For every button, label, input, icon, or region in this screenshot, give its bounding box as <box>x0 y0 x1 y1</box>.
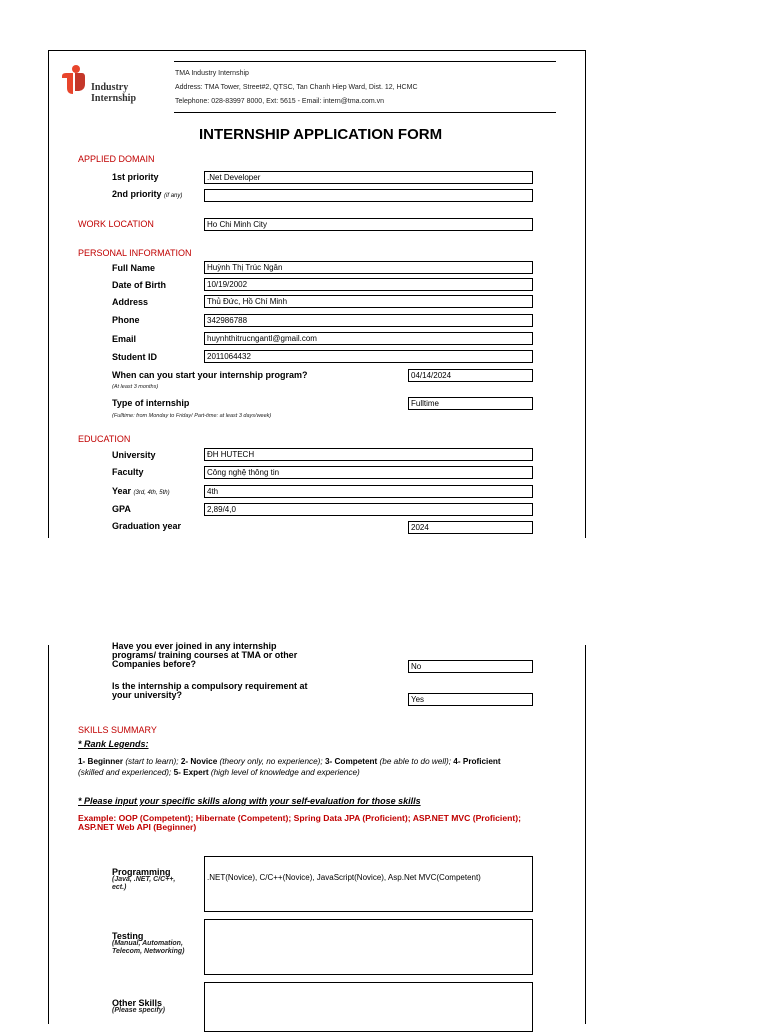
year-field[interactable]: 4th <box>204 485 533 498</box>
internship-type-label: Type of internship <box>112 398 190 408</box>
compulsory-field[interactable]: Yes <box>408 693 533 706</box>
first-priority-field[interactable]: .Net Developer <box>204 171 533 184</box>
full-name-label: Full Name <box>112 263 156 273</box>
form-page-2 <box>48 641 586 1024</box>
start-date-note: (At least 3 months) <box>112 384 159 390</box>
student-id-field[interactable]: 2011064432 <box>204 350 533 363</box>
logo-line-1: Industry <box>91 82 129 93</box>
faculty-field[interactable]: Công nghệ thông tin <box>204 466 533 479</box>
page-title: INTERNSHIP APPLICATION FORM <box>199 126 443 143</box>
address-field[interactable]: Thủ Đức, Hồ Chí Minh <box>204 295 533 308</box>
section-skills-summary: SKILLS SUMMARY <box>78 725 157 735</box>
email-label: Email <box>112 334 137 344</box>
testing-field[interactable] <box>204 919 533 975</box>
gpa-label: GPA <box>112 504 131 514</box>
address-label: Address <box>112 297 149 307</box>
skills-example: Example: OOP (Competent); Hibernate (Competent); Spring Data JPA (Proficient); ASP.NET MVC (Proficient); ASP.NET Web API (Beginner) <box>78 813 521 832</box>
other-skills-field[interactable] <box>204 982 533 1032</box>
tma-logo-icon <box>59 64 87 96</box>
year-label: Year (3rd, 4th, 5th) <box>112 486 170 496</box>
other-skills-label: Other Skills (Please specify) <box>112 998 165 1014</box>
joined-before-question: Have you ever joined in any internship programs/ training courses at TMA or other Companies before? <box>112 641 298 669</box>
work-location-field[interactable]: Ho Chi Minh City <box>204 218 533 231</box>
section-applied-domain: APPLIED DOMAIN <box>78 154 155 164</box>
university-label: University <box>112 450 156 460</box>
phone-field[interactable]: 342986788 <box>204 314 533 327</box>
start-date-label: When can you start your internship program? <box>112 370 308 380</box>
section-education: EDUCATION <box>78 434 131 444</box>
joined-before-field[interactable]: No <box>408 660 533 673</box>
rank-legend-line-1: 1- Beginner (start to learn); 2- Novice (theory only, no experience); 3- Competent (be able to do well); 4- Proficient <box>78 757 501 766</box>
email-field[interactable]: huynhthitrucngantl@gmail.com <box>204 332 533 345</box>
second-priority-field[interactable] <box>204 189 533 202</box>
graduation-year-label: Graduation year <box>112 521 182 531</box>
student-id-label: Student ID <box>112 352 157 362</box>
graduation-year-field[interactable]: 2024 <box>408 521 533 534</box>
testing-label: Testing (Manual, Automation, Telecom, Networking) <box>112 931 185 955</box>
rank-legend-title: * Rank Legends: <box>78 739 149 749</box>
gpa-field[interactable]: 2,89/4,0 <box>204 503 533 516</box>
logo-line-2: Internship <box>91 93 137 104</box>
company-name: TMA Industry Internship <box>175 70 249 77</box>
internship-type-field[interactable]: Fulltime <box>408 397 533 410</box>
form-page-1 <box>48 50 586 538</box>
company-telephone: Telephone: 028-83997 8000, Ext: 5615 - Email: intern@tma.com.vn <box>175 98 385 105</box>
skills-input-note: * Please input your specific skills along with your self-evaluation for those skills <box>78 796 421 806</box>
dob-label: Date of Birth <box>112 280 166 290</box>
university-field[interactable]: ĐH HUTECH <box>204 448 533 461</box>
compulsory-question: Is the internship a compulsory requirement at your university? <box>112 681 308 700</box>
first-priority-label: 1st priority <box>112 172 159 182</box>
rank-legend-line-2: (skilled and experienced); 5- Expert (high level of knowledge and experience) <box>78 768 360 777</box>
section-work-location: WORK LOCATION <box>78 219 154 229</box>
company-address: Address: TMA Tower, Street#2, QTSC, Tan Chanh Hiep Ward, Dist. 12, HCMC <box>175 84 418 91</box>
programming-field[interactable]: .NET(Novice), C/C++(Novice), JavaScript(Novice), Asp.Net MVC(Competent) <box>204 856 533 912</box>
phone-label: Phone <box>112 315 140 325</box>
programming-label: Programming (Java, .NET, C/C++, ect.) <box>112 867 176 891</box>
start-date-field[interactable]: 04/14/2024 <box>408 369 533 382</box>
second-priority-label: 2nd priority (if any) <box>112 189 183 199</box>
section-personal-info: PERSONAL INFORMATION <box>78 248 192 258</box>
dob-field[interactable]: 10/19/2002 <box>204 278 533 291</box>
internship-type-note: (Fulltime: from Monday to Friday/ Part-time: at least 3 days/week) <box>112 413 272 419</box>
full-name-field[interactable]: Huỳnh Thị Trúc Ngân <box>204 261 533 274</box>
faculty-label: Faculty <box>112 467 144 477</box>
